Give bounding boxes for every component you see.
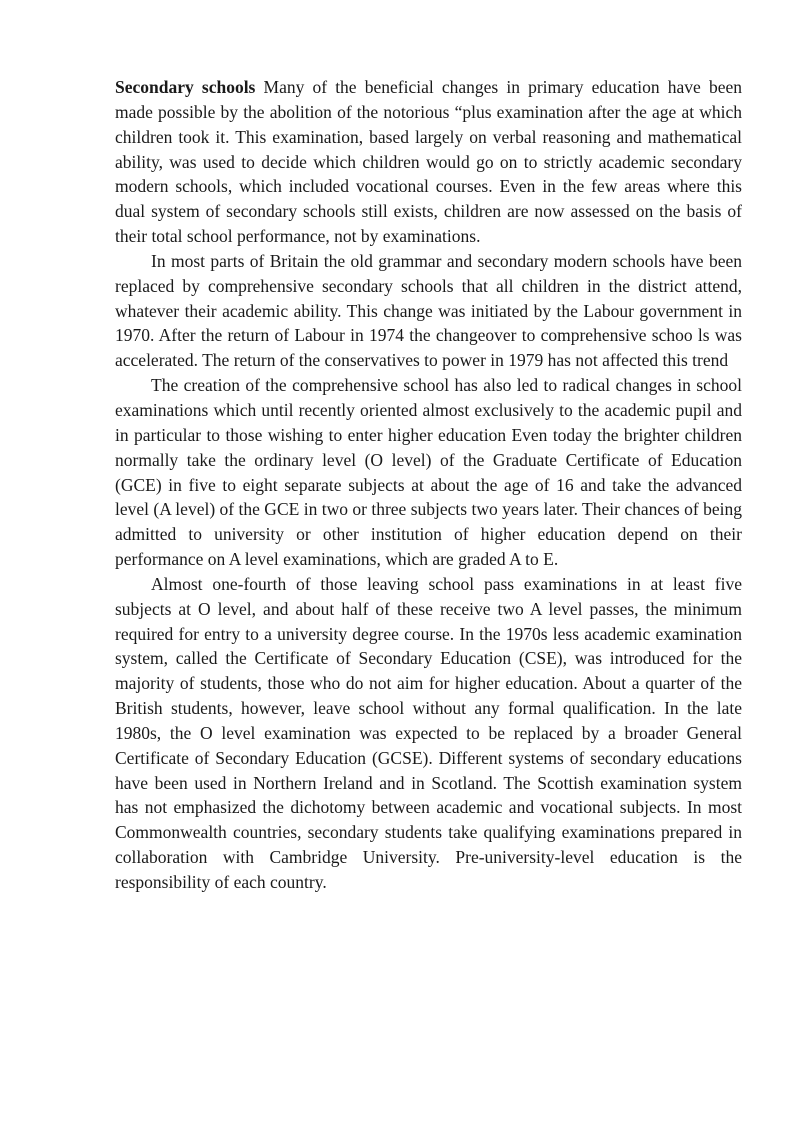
section-heading: Secondary schools xyxy=(115,77,256,97)
document-page xyxy=(115,75,742,895)
paragraph-3: The creation of the comprehensive school has also led to radical changes in school examinations which until recently oriented almost exclusively to the academic pupil and in particular to those wishing to enter higher education Even today the brighter children normally take the ordinary level (O level) of the Graduate Certificate of Education (GCE) in five to eight separate subjects at about the age of 16 and take the advanced level (A level) of the GCE in two or three subjects two years later. Their chances of being admitted to university or other institution of higher education depend on their performance on A level examinations, which are graded A to E. xyxy=(115,375,742,570)
paragraph-4: Almost one-fourth of those leaving school pass examinations in at least five subjects at O level, and about half of these receive two A level passes, the minimum required for entry to a university degree course. In the 1970s less academic examination system, called the Certificate of Secondary Education (CSE), was introduced for the majority of students, those who do not aim for higher education. About a quarter of the British students, however, leave school without any formal qualification. In the late 1980s, the O level examination was expected to be replaced by a broader General Certificate of Secondary Education (GCSE). Different systems of secondary educations have been used in Northern Ireland and in Scotland. The Scottish examination system has not emphasized the dichotomy between academic and vocational subjects. In most Commonwealth countries, secondary students take qualifying examinations prepared in collaboration with Cambridge University. Pre-university-level education is the responsibility of each country. xyxy=(115,573,742,892)
paragraph-2: In most parts of Britain the old grammar and secondary modern schools have been replaced by comprehensive secondary schools that all children in the district attend, whatever their academic ability. This change was initiated by the Labour government in 1970. After the return of Labour in 1974 the changeover to comprehensive schoo ls was accelerated. The return of the conservatives to power in 1979 has not affected this trend xyxy=(115,250,742,371)
paragraph-1 xyxy=(115,75,742,249)
paragraph-1-text: Many of the beneficial changes in primary education have been made possible by the abolition of the notorious “plus examination after the age at which children took it. This examination, based largely on verbal reasoning and mathematical ability, was used to decide which children would go on to strictly academic secondary modern schools, which included vocational courses. Even in the few areas where this dual system of secondary schools still exists, children are now assessed on the basis of their total school performance, not by examinations. xyxy=(115,77,743,247)
